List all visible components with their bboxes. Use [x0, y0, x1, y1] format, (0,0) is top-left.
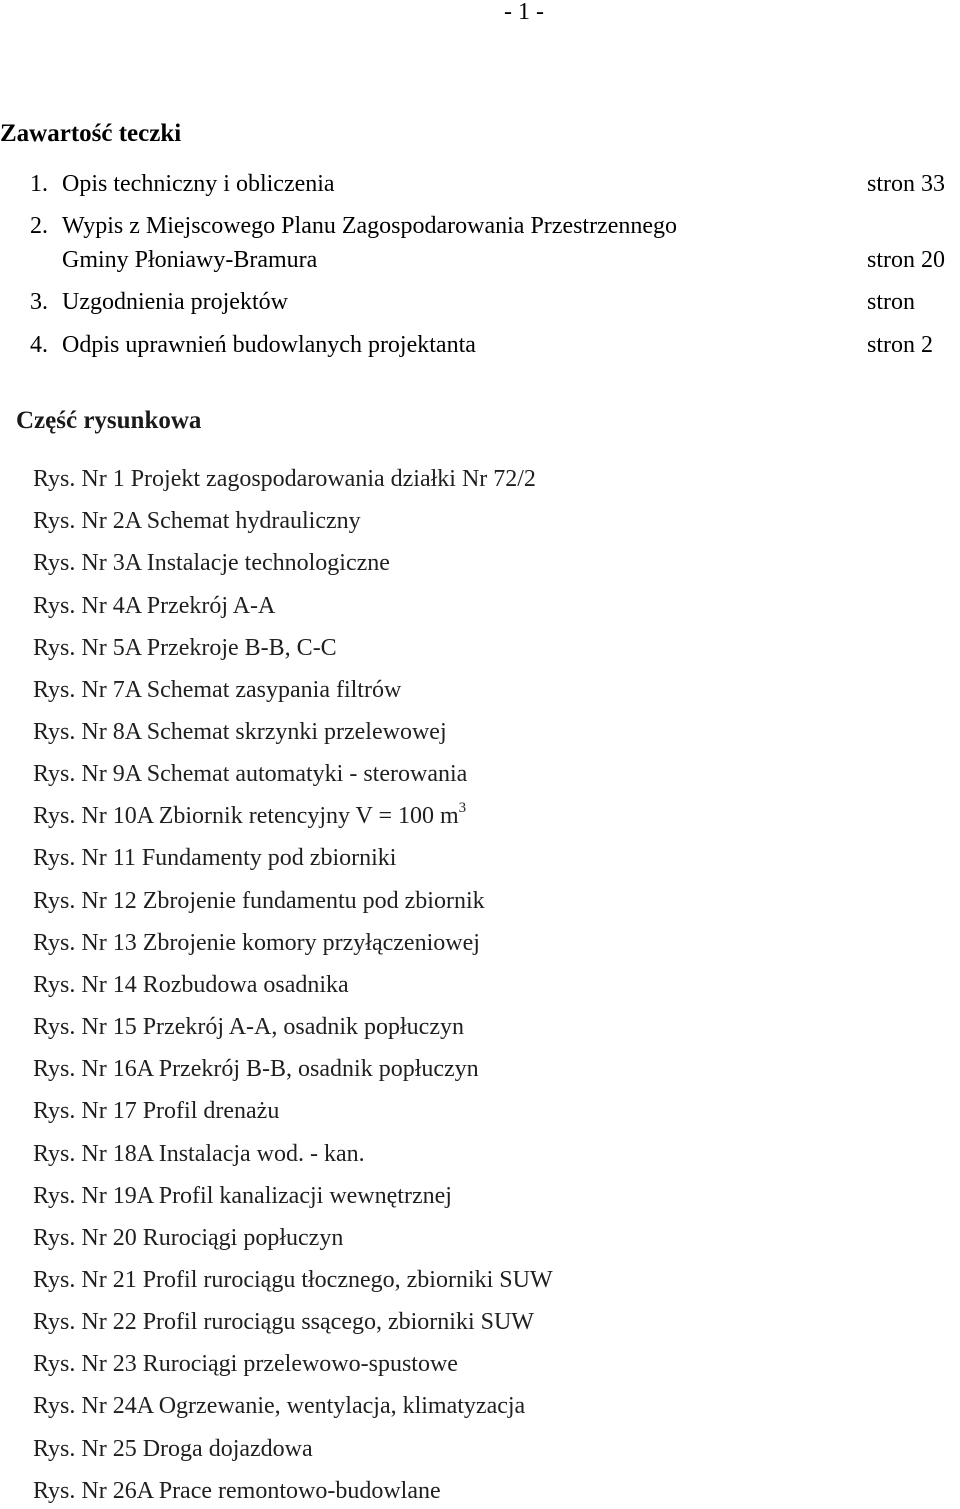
toc-item-continuation	[0, 246, 960, 274]
toc-item-pages: stron 20	[867, 247, 945, 273]
drawing-list-item-text: Rys. Nr 10A Zbiornik retencyjny V = 100 m	[33, 803, 459, 829]
drawing-list-item: Rys. Nr 13 Zbrojenie komory przyłączeniowej	[33, 930, 480, 956]
drawing-list-item: Rys. Nr 12 Zbrojenie fundamentu pod zbiornik	[33, 888, 485, 914]
toc-item-number: 3.	[30, 289, 48, 315]
drawing-list-item: Rys. Nr 24A Ogrzewanie, wentylacja, klimatyzacja	[33, 1393, 526, 1419]
drawing-list-item: Rys. Nr 14 Rozbudowa osadnika	[33, 972, 349, 998]
toc-item-pages: stron 2	[867, 332, 933, 358]
toc-item-title: Opis techniczny i obliczenia	[62, 171, 335, 197]
drawing-list-item: Rys. Nr 21 Profil rurociągu tłocznego, zbiorniki SUW	[33, 1267, 553, 1293]
drawing-list-item: Rys. Nr 22 Profil rurociągu ssącego, zbiorniki SUW	[33, 1309, 534, 1335]
drawing-list-item: Rys. Nr 16A Przekrój B-B, osadnik popłuczyn	[33, 1056, 479, 1082]
superscript-exponent: 3	[458, 800, 467, 816]
toc-item	[0, 331, 960, 359]
drawing-list-item	[33, 802, 466, 830]
toc-item-pages: stron	[867, 289, 915, 315]
drawing-list-item: Rys. Nr 2A Schemat hydrauliczny	[33, 508, 361, 534]
drawing-list-item: Rys. Nr 1 Projekt zagospodarowania działki Nr 72/2	[33, 466, 536, 492]
drawing-list-item: Rys. Nr 5A Przekroje B-B, C-C	[33, 635, 337, 661]
toc-item	[0, 288, 960, 316]
drawing-list-item: Rys. Nr 17 Profil drenażu	[33, 1098, 280, 1124]
drawings-heading: Część rysunkowa	[16, 407, 202, 434]
drawing-list-item: Rys. Nr 26A Prace remontowo-budowlane	[33, 1478, 441, 1504]
contents-heading: Zawartość teczki	[0, 120, 182, 147]
drawing-list-item: Rys. Nr 25 Droga dojazdowa	[33, 1436, 313, 1462]
toc-item-number: 4.	[30, 332, 48, 358]
toc-item-title-continued: Gminy Płoniawy-Bramura	[62, 247, 318, 273]
toc-item-pages: stron 33	[867, 171, 945, 197]
toc-item-title: Wypis z Miejscowego Planu Zagospodarowania Przestrzennego	[62, 213, 678, 239]
toc-item-number: 1.	[30, 171, 48, 197]
drawing-list-item: Rys. Nr 11 Fundamenty pod zbiorniki	[33, 845, 397, 871]
toc-item-title: Uzgodnienia projektów	[62, 289, 288, 315]
toc-item	[0, 212, 960, 240]
drawing-list-item: Rys. Nr 9A Schemat automatyki - sterowania	[33, 761, 468, 787]
drawing-list-item: Rys. Nr 8A Schemat skrzynki przelewowej	[33, 719, 447, 745]
toc-item-title: Odpis uprawnień budowlanych projektanta	[62, 332, 476, 358]
toc-item	[0, 170, 960, 198]
page-number: - 1 -	[504, 0, 544, 25]
drawing-list-item: Rys. Nr 18A Instalacja wod. - kan.	[33, 1141, 365, 1167]
drawing-list-item: Rys. Nr 23 Rurociągi przelewowo-spustowe	[33, 1351, 458, 1377]
drawing-list-item: Rys. Nr 7A Schemat zasypania filtrów	[33, 677, 402, 703]
drawing-list-item: Rys. Nr 4A Przekrój A-A	[33, 593, 276, 619]
drawing-list-item: Rys. Nr 3A Instalacje technologiczne	[33, 550, 390, 576]
drawing-list-item: Rys. Nr 19A Profil kanalizacji wewnętrznej	[33, 1183, 452, 1209]
drawing-list-item: Rys. Nr 15 Przekrój A-A, osadnik popłuczyn	[33, 1014, 464, 1040]
toc-item-number: 2.	[30, 213, 48, 239]
drawing-list-item: Rys. Nr 20 Rurociągi popłuczyn	[33, 1225, 344, 1251]
